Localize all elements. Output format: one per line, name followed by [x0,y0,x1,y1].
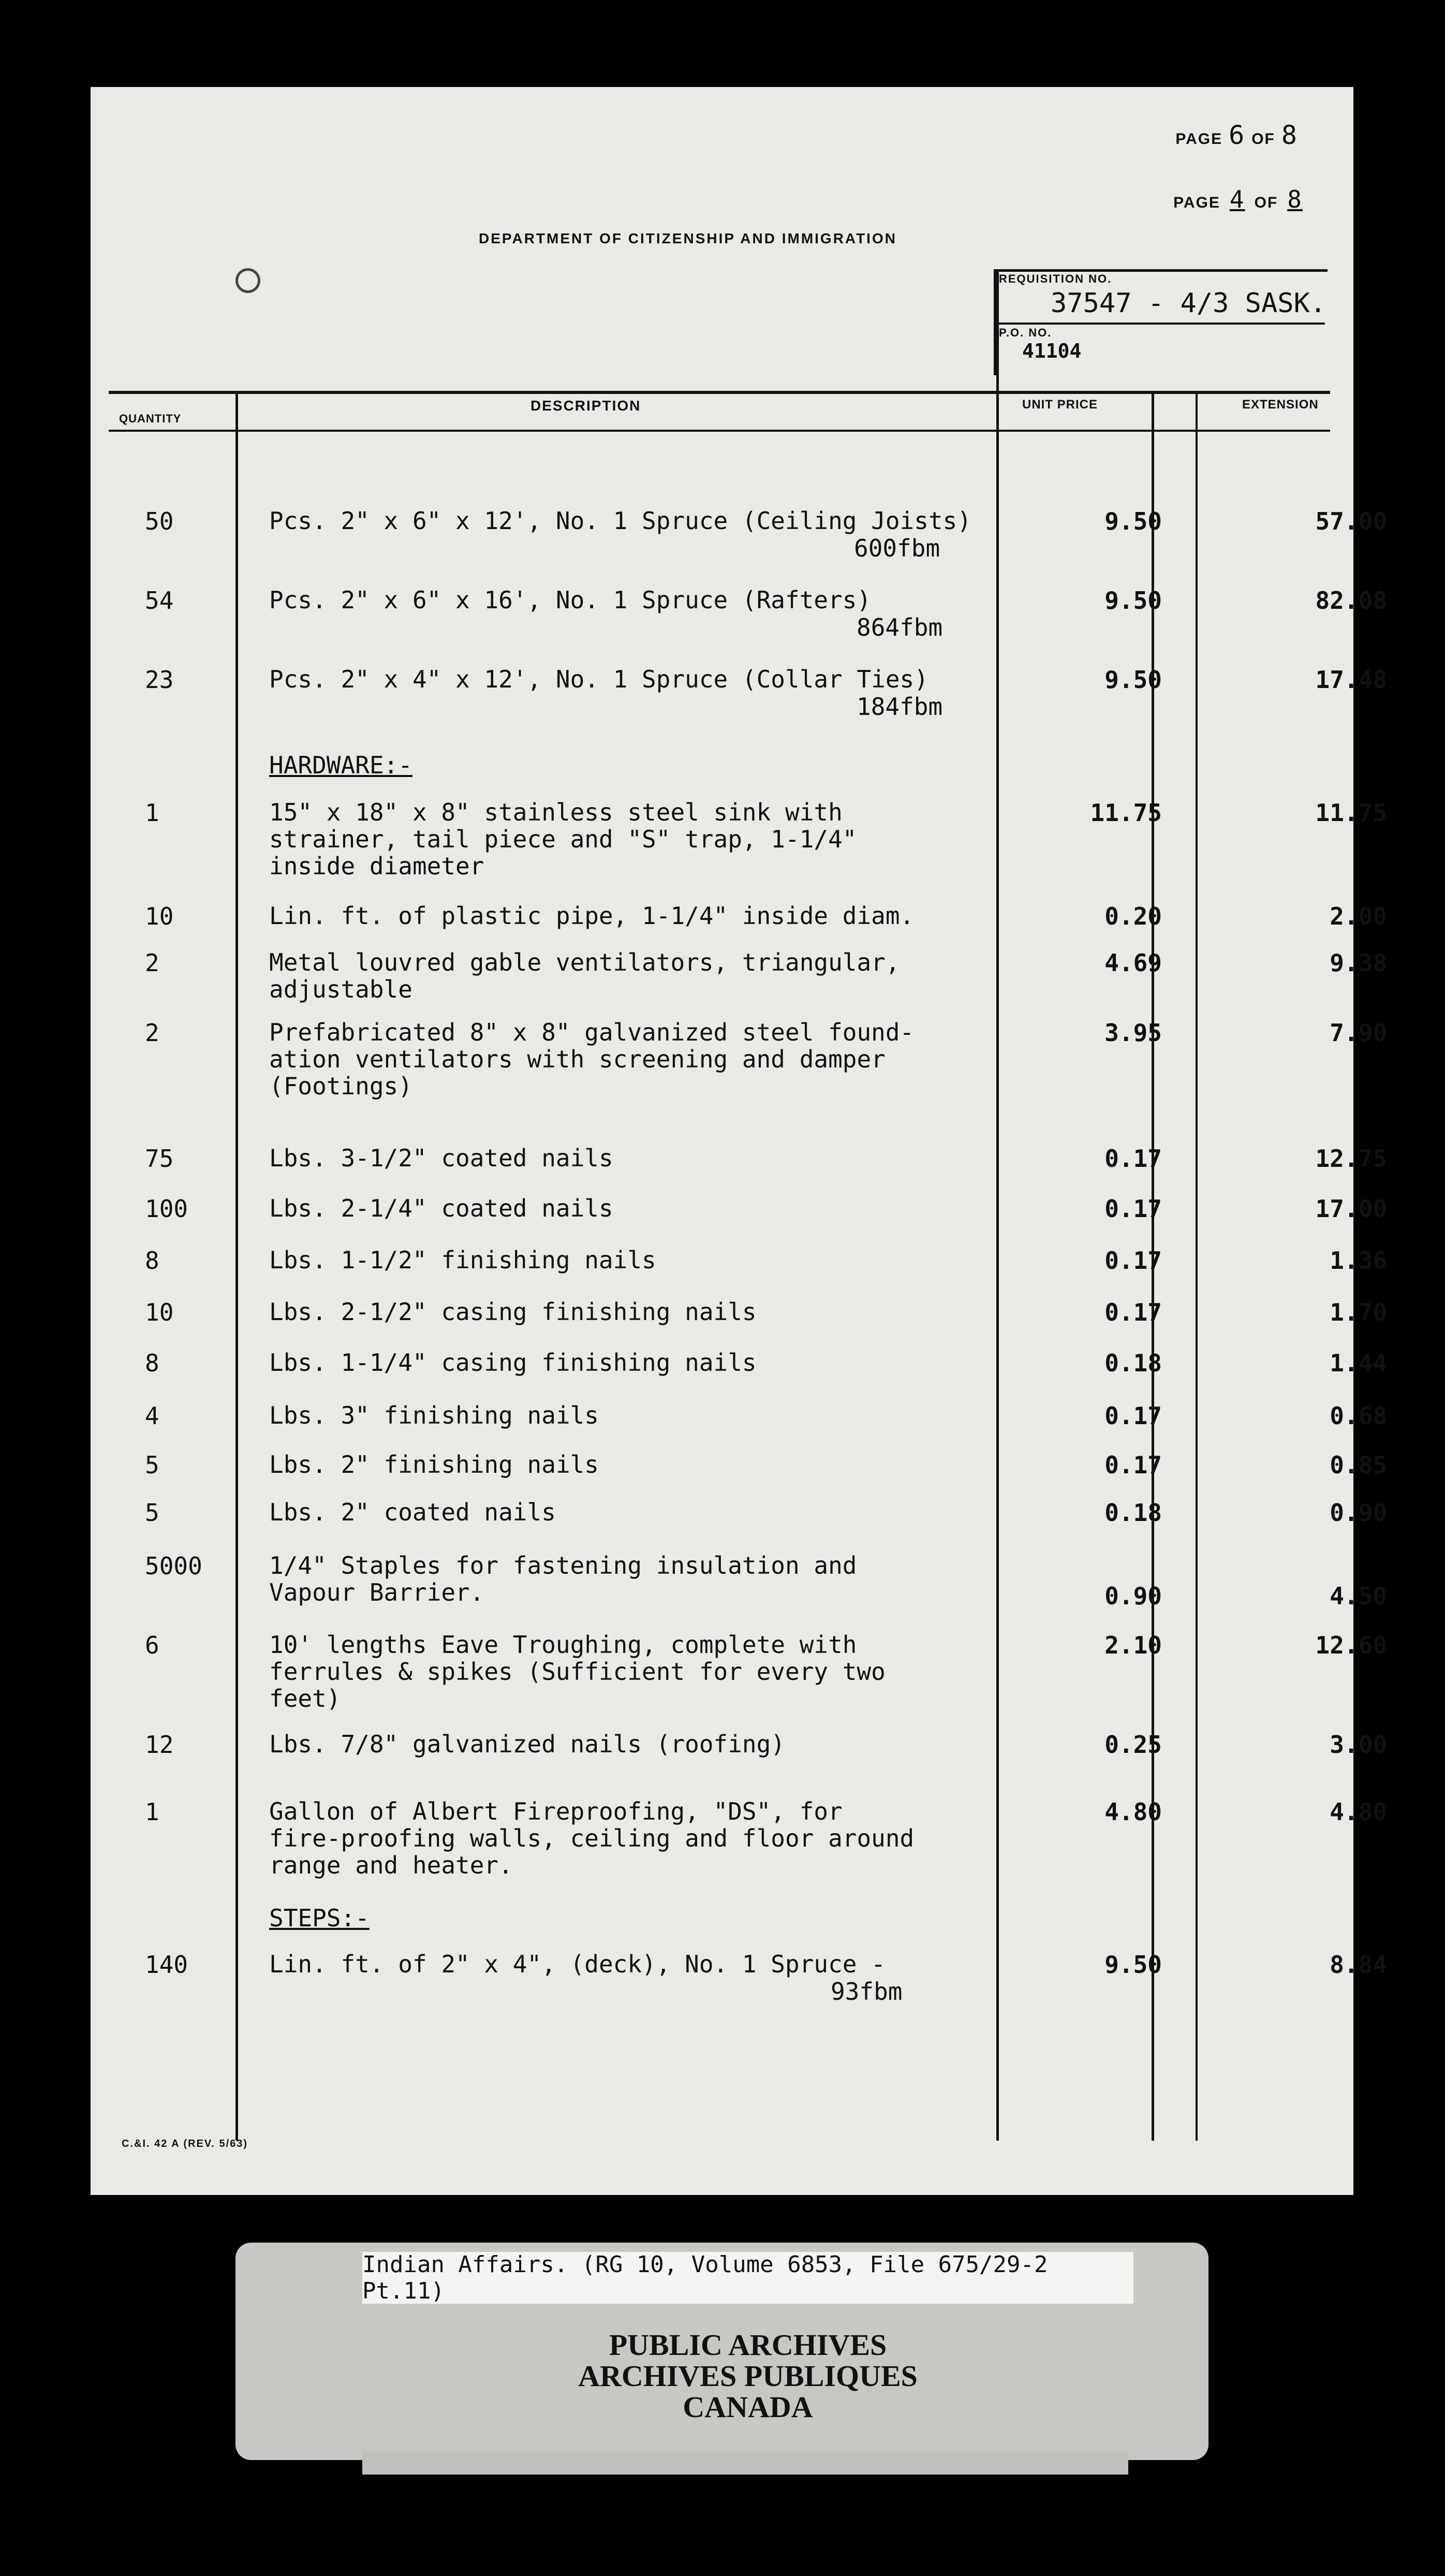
row-qty: 1 [145,1798,159,1826]
row-extension: 2.00 [1330,902,1387,930]
row-unit-price: 0.17 [1104,1145,1162,1173]
row-unit-price: 0.20 [1104,902,1162,930]
archive-name [362,2330,1133,2423]
row-extension: 1.70 [1330,1298,1387,1326]
archive-name-fr: ARCHIVES PUBLIQUES [578,2359,918,2393]
row-desc: Lbs. 2-1/4" coated nails [269,1194,613,1222]
requisition-divider [994,323,1325,325]
row-qty: 10 [145,1298,174,1326]
row-unit-price: 11.75 [1090,799,1162,827]
row-unit-price: 0.18 [1104,1499,1162,1527]
archive-name-en: PUBLIC ARCHIVES [609,2328,887,2362]
row-desc: 10' lengths Eave Troughing, complete with ferrules & spikes (Sufficient for every two feet) [269,1631,886,1713]
row-unit-price: 0.17 [1104,1402,1162,1430]
form-code: C.&I. 42 A (REV. 5/63) [122,2138,248,2149]
po-label: P.O. NO. [999,326,1052,339]
row-qty: 8 [145,1247,159,1275]
row-qty: 5 [145,1499,159,1527]
row-desc: Lbs. 1-1/4" casing finishing nails [269,1349,757,1377]
row-unit-price: 3.95 [1104,1019,1162,1047]
section-hardware: HARDWARE:- [269,751,412,779]
row-desc: Lin. ft. of 2" x 4", (deck), No. 1 Spruce - [269,1950,886,1978]
punch-hole-icon [235,268,260,293]
row-qty: 23 [145,666,174,694]
header-quantity: QUANTITY [119,412,182,425]
page-number-second [1173,185,1312,213]
row-extension: 8.84 [1330,1951,1387,1979]
row-qty: 1 [145,799,159,827]
po-value: 41104 [1022,340,1082,362]
requisition-value: 37547 - 4/3 SASK. [1051,288,1326,319]
header-extension: EXTENSION [1242,398,1319,412]
row-unit-price: 0.90 [1104,1582,1162,1610]
row-extension: 1.44 [1330,1349,1387,1377]
row-desc: Pcs. 2" x 4" x 12', No. 1 Spruce (Collar Ties) [269,665,928,693]
row-extension: 11.75 [1315,799,1387,827]
page-number-top [1175,120,1304,150]
row-extension: 82.08 [1315,587,1387,614]
row-extension: 17.00 [1315,1195,1387,1223]
row-extension: 0.90 [1330,1499,1387,1527]
row-unit-price: 4.69 [1104,949,1162,977]
row-unit-price: 9.50 [1104,666,1162,694]
row-desc: Lin. ft. of plastic pipe, 1-1/4" inside diam. [269,902,915,930]
row-unit-price: 0.17 [1104,1195,1162,1223]
row-unit-price: 9.50 [1104,1951,1162,1979]
row-unit-price: 0.18 [1104,1349,1162,1377]
row-qty: 2 [145,1019,159,1047]
row-qty: 5 [145,1451,159,1479]
row-qty: 54 [145,587,174,614]
row-extension: 12.75 [1315,1145,1387,1173]
row-sub: 184fbm [857,693,943,721]
row-unit-price: 2.10 [1104,1631,1162,1659]
row-extension: 9.38 [1330,949,1387,977]
archive-reference: Indian Affairs. (RG 10, Volume 6853, File 675/29-2 Pt.11) [362,2252,1133,2304]
row-qty: 6 [145,1631,159,1659]
table-top-rule [109,391,1330,394]
row-unit-price: 4.80 [1104,1798,1162,1826]
row-extension: 12.60 [1315,1631,1387,1659]
row-qty: 140 [145,1951,188,1979]
row-sub: 93fbm [831,1978,903,2006]
row-extension: 4.80 [1330,1798,1387,1826]
page-num: 4 [1229,185,1245,213]
page-total: 8 [1281,120,1298,150]
row-qty: 100 [145,1195,188,1223]
row-desc: 15" x 18" x 8" stainless steel sink with strainer, tail piece and "S" trap, 1-1/4" inside diameter [269,798,857,880]
page-num: 6 [1229,120,1246,150]
col-divider-qty [235,391,238,2141]
archive-stamp-strip [362,2451,1128,2475]
row-extension: 57.00 [1315,507,1387,535]
row-unit-price: 0.17 [1104,1451,1162,1479]
page-label: PAGE [1173,194,1220,211]
row-extension: 0.68 [1330,1402,1387,1430]
row-qty: 2 [145,949,159,977]
row-qty: 75 [145,1145,174,1173]
row-unit-price: 0.17 [1104,1298,1162,1326]
row-qty: 8 [145,1349,159,1377]
row-desc: Lbs. 3" finishing nails [269,1401,599,1429]
row-desc: Pcs. 2" x 6" x 16', No. 1 Spruce (Rafters) [269,586,872,614]
page-total: 8 [1287,185,1303,213]
row-sub: 600fbm [854,534,940,562]
row-desc: Lbs. 7/8" galvanized nails (roofing) [269,1730,785,1758]
row-desc: Prefabricated 8" x 8" galvanized steel found- ation ventilators with screening and damper (Footings) [269,1018,915,1100]
row-qty: 50 [145,507,174,535]
col-divider-ext [1196,391,1198,2141]
document-sheet [91,87,1387,2195]
row-desc: Gallon of Albert Fireproofing, "DS", for fire-proofing walls, ceiling and floor around range and heater. [269,1797,915,1879]
page-label: PAGE [1175,130,1223,148]
row-unit-price: 9.50 [1104,507,1162,535]
row-qty: 4 [145,1402,159,1430]
row-extension: 7.90 [1330,1019,1387,1047]
table-header-rule [109,430,1330,432]
row-desc: Lbs. 2" coated nails [269,1498,556,1526]
header-unit-price: UNIT PRICE [1022,398,1098,412]
page-of: OF [1251,130,1275,148]
section-steps: STEPS:- [269,1904,370,1932]
row-extension: 4.50 [1330,1582,1387,1610]
row-desc: Metal louvred gable ventilators, triangular, adjustable [269,948,900,1003]
row-extension: 17.48 [1315,666,1387,694]
row-extension: 0.85 [1330,1451,1387,1479]
row-desc: 1/4" Staples for fastening insulation and Vapour Barrier. [269,1552,857,1606]
row-sub: 864fbm [857,613,943,641]
row-unit-price: 0.25 [1104,1731,1162,1759]
row-unit-price: 9.50 [1104,587,1162,614]
row-desc: Lbs. 2-1/2" casing finishing nails [269,1298,757,1326]
header-description: DESCRIPTION [530,398,641,414]
row-extension: 3.00 [1330,1731,1387,1759]
row-desc: Lbs. 2" finishing nails [269,1451,599,1479]
row-qty: 12 [145,1731,174,1759]
row-desc: Lbs. 3-1/2" coated nails [269,1144,613,1172]
page-of: OF [1254,194,1278,211]
archive-name-country: CANADA [683,2390,813,2424]
department-title: DEPARTMENT OF CITIZENSHIP AND IMMIGRATION [479,230,897,246]
row-qty: 5000 [145,1552,202,1580]
row-desc: Lbs. 1-1/2" finishing nails [269,1246,656,1274]
row-desc: Pcs. 2" x 6" x 12', No. 1 Spruce (Ceiling Joists) [269,507,972,535]
row-qty: 10 [145,902,174,930]
row-unit-price: 0.17 [1104,1247,1162,1275]
row-extension: 1.36 [1330,1247,1387,1275]
requisition-label: REQUISITION NO. [999,272,1112,285]
